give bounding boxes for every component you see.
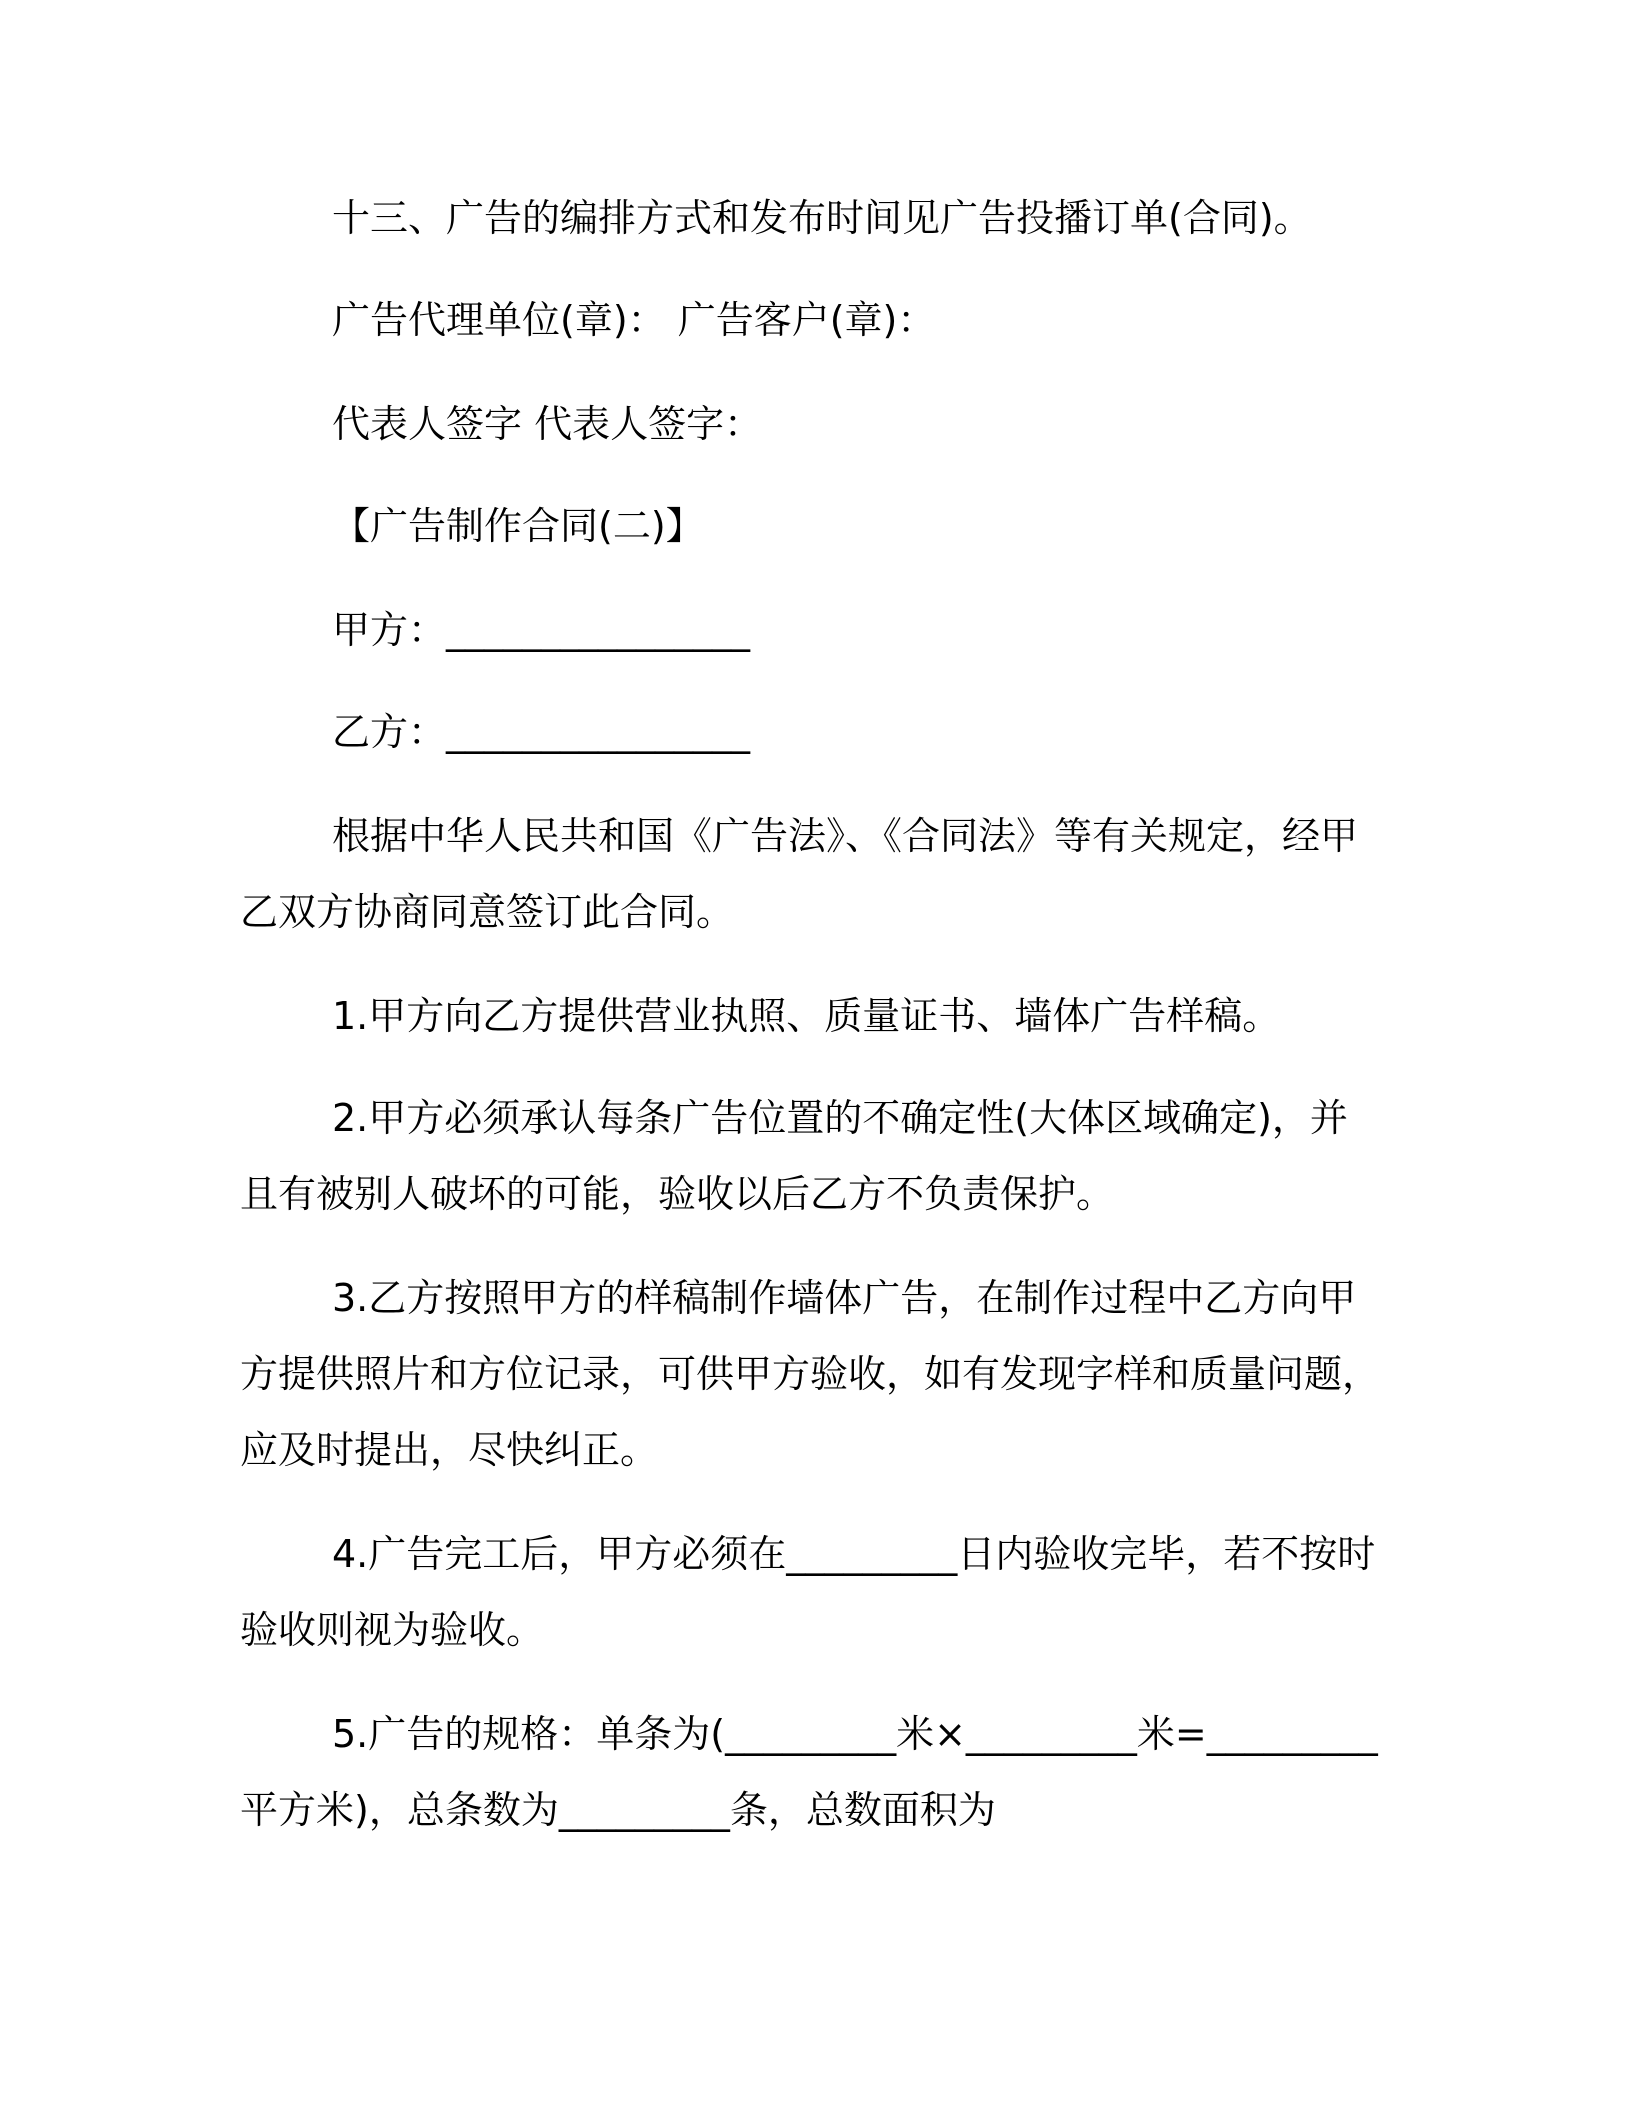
- paragraph-clause-13: 十三、广告的编排方式和发布时间见广告投播订单(合同)。: [332, 196, 1312, 240]
- paragraph-item-4: 4.广告完工后，甲方必须在_________日内验收完毕，若不按时验收则视为验收。: [240, 1532, 1376, 1652]
- party-b-line: 乙方：________________: [332, 710, 751, 754]
- paragraph-item-3: 3.乙方按照甲方的样稿制作墙体广告，在制作过程中乙方向甲方提供照片和方位记录，可供甲方验收，如有发现字样和质量问题，应及时提出，尽快纠正。: [240, 1276, 1381, 1472]
- paragraph-item-1: 1.甲方向乙方提供营业执照、质量证书、墙体广告样稿。: [332, 994, 1281, 1038]
- paragraph-item-5: 5.广告的规格：单条为(_________米×_________米=_________平方米)，总条数为_________条，总数面积为: [240, 1712, 1378, 1832]
- paragraph-seal-line: 广告代理单位(章)： 广告客户(章)：: [332, 298, 936, 342]
- paragraph-signature-line: 代表人签字 代表人签字：: [332, 402, 763, 446]
- paragraph-item-2: 2.甲方必须承认每条广告位置的不确定性(大体区域确定)，并且有被别人破坏的可能，验收以后乙方不负责保护。: [240, 1096, 1348, 1216]
- contract-title: 【广告制作合同(二)】: [332, 504, 704, 548]
- paragraph-preamble: 根据中华人民共和国《广告法》、《合同法》等有关规定，经甲乙双方协商同意签订此合同。: [240, 814, 1359, 934]
- party-a-line: 甲方：________________: [332, 608, 751, 652]
